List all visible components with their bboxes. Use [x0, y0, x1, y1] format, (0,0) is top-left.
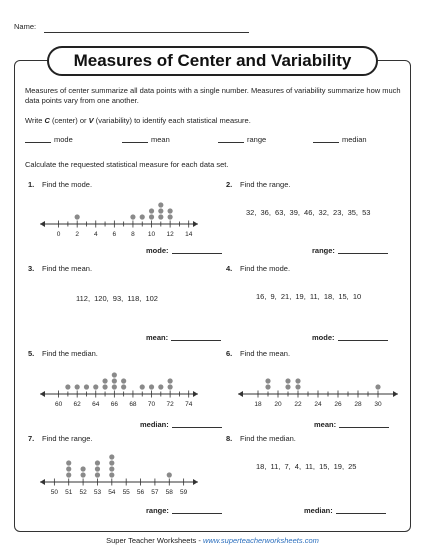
data-dot — [285, 378, 290, 383]
answer-field[interactable] — [172, 253, 222, 254]
arrow-right-icon — [193, 221, 198, 227]
tick-label: 12 — [166, 231, 174, 238]
answer-row: mode: — [146, 246, 222, 255]
question-number: 5. — [28, 349, 35, 358]
write-instruction: Write C (center) or V (variability) to identify each statistical measure. — [25, 116, 251, 125]
measure-blank[interactable] — [218, 142, 244, 143]
tick-label: 56 — [136, 489, 145, 496]
answer-row: median: — [140, 420, 222, 429]
tick-label: 54 — [108, 489, 116, 496]
answer-row: mean: — [314, 420, 389, 429]
data-dot — [295, 384, 300, 389]
data-dot — [121, 384, 126, 389]
tick-label: 24 — [314, 401, 322, 408]
data-dot — [158, 384, 163, 389]
tick-label: 55 — [122, 489, 130, 496]
data-dot — [121, 378, 126, 383]
worksheet-title: Measures of Center and Variability — [47, 46, 378, 76]
data-dot — [95, 466, 100, 471]
data-set: 18, 11, 7, 4, 11, 15, 19, 25 — [256, 462, 357, 471]
data-dot — [93, 384, 98, 389]
data-dot — [295, 378, 300, 383]
answer-field[interactable] — [172, 427, 222, 428]
data-dot — [80, 472, 85, 477]
answer-row: mean: — [146, 333, 221, 342]
question-number: 7. — [28, 434, 35, 443]
question-text: Find the mode. — [42, 180, 93, 189]
data-dot — [140, 214, 145, 219]
answer-field[interactable] — [171, 340, 221, 341]
data-dot — [109, 466, 114, 471]
data-dot — [158, 214, 163, 219]
question-number: 2. — [226, 180, 233, 189]
tick-label: 4 — [93, 231, 98, 238]
line-plot — [34, 446, 204, 498]
data-dot — [168, 214, 173, 219]
measure-blank[interactable] — [122, 142, 148, 143]
tick-label: 57 — [151, 489, 159, 496]
tick-label: 68 — [129, 401, 137, 408]
tick-label: 30 — [374, 401, 382, 408]
measure-blank[interactable] — [313, 142, 339, 143]
question-number: 3. — [28, 264, 35, 273]
question-text: Find the median. — [42, 349, 98, 358]
data-dot — [66, 466, 71, 471]
data-dot — [66, 472, 71, 477]
tick-label: 0 — [56, 231, 61, 238]
data-set: 112, 120, 93, 118, 102 — [76, 294, 158, 303]
tick-label: 60 — [54, 401, 63, 408]
measure-median: median — [313, 135, 367, 144]
tick-label: 50 — [50, 489, 58, 496]
data-dot — [66, 460, 71, 465]
data-dot — [265, 378, 270, 383]
question-number: 6. — [226, 349, 233, 358]
line-plot — [232, 360, 404, 410]
tick-label: 20 — [274, 401, 282, 408]
question-number: 1. — [28, 180, 35, 189]
question-text: Find the range. — [42, 434, 93, 443]
data-dot — [109, 454, 114, 459]
arrow-right-icon — [193, 391, 198, 397]
data-dot — [149, 214, 154, 219]
data-dot — [140, 384, 145, 389]
tick-label: 59 — [180, 489, 188, 496]
name-field[interactable] — [44, 32, 249, 33]
tick-label: 18 — [254, 401, 262, 408]
answer-row: range: — [312, 246, 388, 255]
tick-label: 62 — [73, 401, 81, 408]
intro-paragraph: Measures of center summarize all data points with a single number. Measures of variability summarize how much data points vary from one another. — [25, 86, 401, 105]
tick-label: 58 — [165, 489, 173, 496]
arrow-left-icon — [238, 391, 243, 397]
calc-instruction: Calculate the requested statistical measure for each data set. — [25, 160, 229, 169]
tick-label: 8 — [131, 231, 135, 238]
question-text: Find the mean. — [240, 349, 291, 358]
tick-label: 72 — [166, 401, 174, 408]
data-dot — [130, 214, 135, 219]
data-set: 16, 9, 21, 19, 11, 18, 15, 10 — [256, 292, 362, 301]
answer-field[interactable] — [172, 513, 222, 514]
data-dot — [167, 472, 172, 477]
answer-field[interactable] — [338, 340, 388, 341]
line-plot — [34, 190, 204, 240]
tick-label: 2 — [75, 231, 79, 238]
question-text: Find the mode. — [240, 264, 291, 273]
data-dot — [112, 378, 117, 383]
data-dot — [285, 384, 290, 389]
data-dot — [102, 384, 107, 389]
data-dot — [168, 208, 173, 213]
data-dot — [75, 384, 80, 389]
tick-label: 26 — [334, 401, 342, 408]
data-dot — [112, 384, 117, 389]
tick-label: 14 — [185, 231, 193, 238]
data-dot — [168, 378, 173, 383]
tick-label: 52 — [79, 489, 87, 496]
question-text: Find the mean. — [42, 264, 93, 273]
tick-label: 66 — [110, 401, 118, 408]
data-dot — [80, 466, 85, 471]
data-dot — [95, 460, 100, 465]
data-dot — [265, 384, 270, 389]
data-dot — [149, 208, 154, 213]
footer: Super Teacher Worksheets - www.superteacherworksheets.com — [106, 536, 319, 545]
data-dot — [95, 472, 100, 477]
measure-range: range — [218, 135, 266, 144]
measure-mode: mode — [25, 135, 73, 144]
data-dot — [84, 384, 89, 389]
answer-row: mode: — [312, 333, 388, 342]
data-dot — [102, 378, 107, 383]
data-dot — [158, 208, 163, 213]
answer-field[interactable] — [338, 253, 388, 254]
data-dot — [109, 460, 114, 465]
answer-field[interactable] — [336, 513, 386, 514]
question-text: Find the range. — [240, 180, 291, 189]
answer-row: median: — [304, 506, 386, 515]
tick-label: 74 — [185, 401, 193, 408]
data-dot — [112, 372, 117, 377]
question-text: Find the median. — [240, 434, 296, 443]
name-label: Name: — [14, 22, 37, 31]
arrow-left-icon — [40, 479, 45, 485]
data-dot — [65, 384, 70, 389]
arrow-right-icon — [193, 479, 198, 485]
question-number: 4. — [226, 264, 233, 273]
data-dot — [158, 202, 163, 207]
tick-label: 10 — [147, 231, 156, 238]
footer-link[interactable]: www.superteacherworksheets.com — [202, 536, 319, 545]
data-dot — [168, 384, 173, 389]
data-set: 32, 36, 63, 39, 46, 32, 23, 35, 53 — [246, 208, 371, 217]
tick-label: 51 — [65, 489, 73, 496]
measure-mean: mean — [122, 135, 170, 144]
data-dot — [75, 214, 80, 219]
tick-label: 53 — [93, 489, 102, 496]
data-dot — [375, 384, 380, 389]
measure-blank[interactable] — [25, 142, 51, 143]
tick-label: 64 — [92, 401, 100, 408]
data-dot — [109, 472, 114, 477]
answer-row: range: — [146, 506, 222, 515]
arrow-right-icon — [393, 391, 398, 397]
question-number: 8. — [226, 434, 233, 443]
data-dot — [149, 384, 154, 389]
tick-label: 28 — [354, 401, 362, 408]
tick-label: 22 — [294, 401, 302, 408]
arrow-left-icon — [40, 391, 45, 397]
arrow-left-icon — [40, 221, 45, 227]
line-plot — [34, 360, 204, 410]
tick-label: 70 — [147, 401, 156, 408]
tick-label: 6 — [112, 231, 117, 238]
answer-field[interactable] — [339, 427, 389, 428]
